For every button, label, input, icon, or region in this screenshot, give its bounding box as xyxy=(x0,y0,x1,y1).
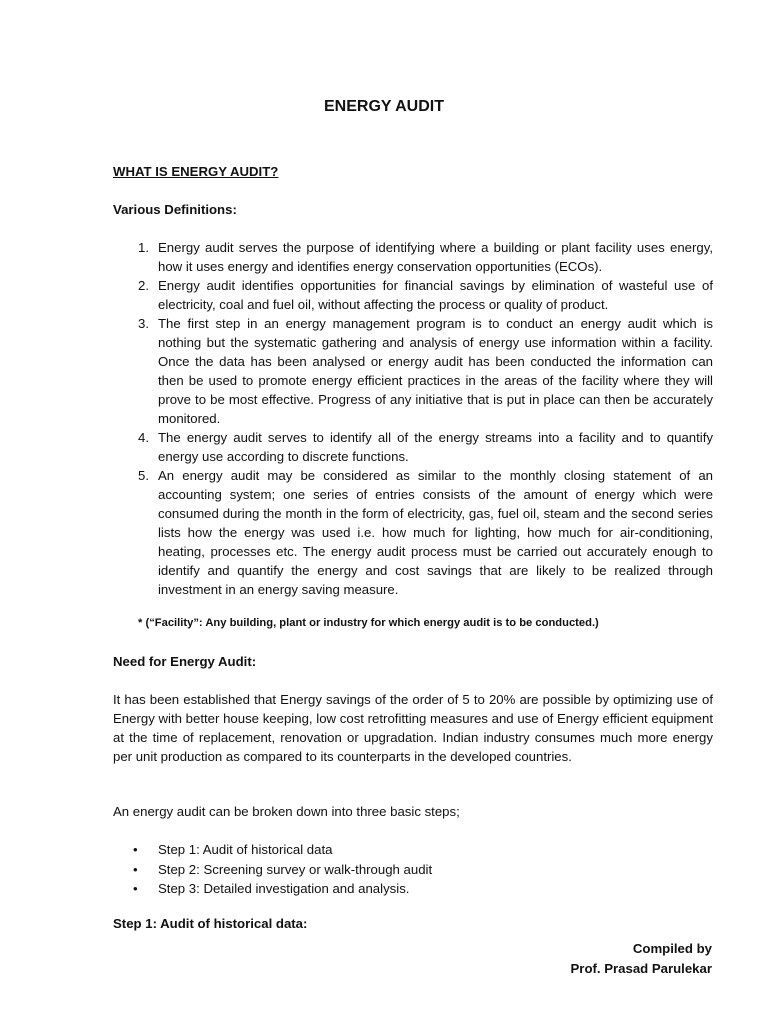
bullet-icon: • xyxy=(133,842,138,857)
facility-footnote: * (“Facility”: Any building, plant or industry for which energy audit is to be conducted.) xyxy=(138,617,599,629)
step-item xyxy=(113,879,713,899)
step-text: Step 1: Audit of historical data xyxy=(158,842,333,857)
definitions-heading: Various Definitions: xyxy=(113,202,237,217)
bullet-icon: • xyxy=(133,861,138,877)
step1-heading: Step 1: Audit of historical data: xyxy=(113,916,308,931)
definition-item xyxy=(113,238,713,276)
definition-number: 5. xyxy=(138,468,149,483)
step-text: Step 2: Screening survey or walk-through audit xyxy=(158,861,433,877)
definition-number: 3. xyxy=(138,316,149,331)
definition-text: An energy audit may be considered as similar to the monthly closing statement of an accounting system; one series of entries consists of the amount of energy which were consumed during the month in the form of electricity, gas, fuel oil, steam and the second series lists how the energy was used i.e. how much for lighting, how much for air-conditioning, heating, processes etc. The energy audit process must be carried out accurately enough to identify and quantify the energy and cost savings that are likely to be realized through investment in an energy saving measure. xyxy=(158,468,713,597)
step-item xyxy=(113,860,713,880)
step-text: Step 3: Detailed investigation and analysis. xyxy=(158,881,410,896)
definition-text: The first step in an energy management program is to conduct an energy audit which is nothing but the systematic gathering and analysis of energy use information within a facility. Once the data has been analysed or energy audit has been conducted the information can then be used to promote energy efficient practices in the areas of the facility where they will prove to be most effective. Progress of any initiative that is put in place can then be accurately monitored. xyxy=(158,316,713,426)
definition-number: 1. xyxy=(138,240,149,255)
document-title: ENERGY AUDIT xyxy=(323,98,444,115)
definition-item xyxy=(113,314,713,428)
compiled-by-label: Compiled by xyxy=(632,941,712,956)
definition-number: 2. xyxy=(138,278,149,293)
section-heading: WHAT IS ENERGY AUDIT? xyxy=(113,164,279,179)
definition-item xyxy=(113,428,713,466)
need-paragraph: It has been established that Energy savings of the order of 5 to 20% are possible by optimizing use of Energy with better house keeping, low cost retrofitting measures and use of Energy efficient equipment at the time of replacement, renovation or upgradation. Indian industry consumes much more energy per unit production as compared to its counterparts in the developed countries. xyxy=(113,692,713,764)
step-item xyxy=(113,840,713,860)
definition-item xyxy=(113,466,713,599)
definition-text: Energy audit identifies opportunities for financial savings by elimination of wasteful use of electricity, coal and fuel oil, without affecting the process or quality of product. xyxy=(158,278,713,312)
definition-number: 4. xyxy=(138,430,149,445)
definition-item xyxy=(113,276,713,314)
definitions-list xyxy=(113,238,713,599)
bullet-icon: • xyxy=(133,881,138,896)
author-credit xyxy=(571,939,712,979)
steps-list xyxy=(113,840,713,899)
definition-text: The energy audit serves to identify all of the energy streams into a facility and to quantify energy use according to discrete functions. xyxy=(158,430,713,464)
steps-intro: An energy audit can be broken down into three basic steps; xyxy=(113,804,460,819)
definition-text: Energy audit serves the purpose of identifying where a building or plant facility uses energy, how it uses energy and identifies energy conservation opportunities (ECOs). xyxy=(158,240,713,274)
need-heading: Need for Energy Audit: xyxy=(113,654,257,669)
author-name: Prof. Prasad Parulekar xyxy=(570,961,712,976)
